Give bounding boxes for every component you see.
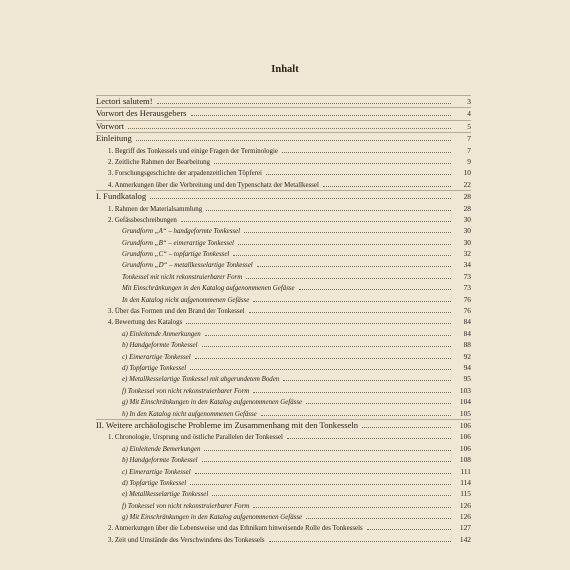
toc-entry-title: g) Mit Einschränkungen in den Katalog aufgenommenen Gefässe bbox=[122, 514, 303, 522]
toc-entry-page: 28 bbox=[463, 192, 471, 202]
toc-entry-title: b) Handgeformte Tonkessel bbox=[122, 457, 198, 465]
dot-leader bbox=[299, 289, 451, 290]
toc-entry[interactable] bbox=[96, 351, 471, 362]
dot-leader bbox=[283, 380, 451, 381]
toc-entry[interactable] bbox=[96, 145, 471, 156]
toc-entry-page: 142 bbox=[459, 534, 471, 544]
toc-entry-title: c) Eimerartige Tonkessel bbox=[122, 468, 191, 476]
toc-entry-title: Tonkessel mit nicht rekonstruierbarer Form bbox=[122, 273, 243, 281]
toc-entry[interactable] bbox=[96, 237, 471, 248]
dot-leader bbox=[282, 152, 451, 153]
dot-leader bbox=[287, 438, 451, 439]
toc-entry-title: Grundform „C“ – topfartige Tonkessel bbox=[122, 251, 230, 259]
toc-entry-title: 1. Chronologie, Ursprung und östliche Parallelen der Tonkessel bbox=[108, 434, 283, 442]
toc-entry-title: 3. Forschungsgeschichte der arpadenzeitlichen Töpferei bbox=[108, 170, 262, 178]
toc-entry-page: 7 bbox=[467, 134, 471, 144]
toc-entry[interactable] bbox=[96, 466, 471, 477]
dot-leader bbox=[257, 266, 451, 267]
toc-entry[interactable] bbox=[96, 225, 471, 236]
toc-entry[interactable] bbox=[96, 133, 471, 144]
toc-entry-page: 76 bbox=[463, 306, 471, 316]
dot-leader bbox=[191, 115, 451, 116]
toc-entry[interactable] bbox=[96, 191, 471, 202]
toc-entry[interactable] bbox=[96, 420, 471, 431]
dot-leader bbox=[202, 346, 451, 347]
toc-entry[interactable] bbox=[96, 248, 471, 259]
toc-entry-page: 106 bbox=[459, 432, 471, 442]
dot-leader bbox=[253, 301, 451, 302]
toc-entry[interactable] bbox=[96, 328, 471, 339]
dot-leader bbox=[186, 323, 451, 324]
toc-entry-title: 3. Zeit und Umstände des Verschwindens des Tonkessels bbox=[108, 536, 265, 544]
page-title: Inhalt bbox=[271, 64, 299, 75]
toc-entry[interactable] bbox=[96, 373, 471, 384]
toc-entry-page: 28 bbox=[463, 203, 471, 213]
toc-entry-page: 7 bbox=[467, 145, 471, 155]
toc-entry-title: 3. Über das Formen und den Brand der Tonkessel bbox=[108, 308, 245, 316]
dot-leader bbox=[253, 392, 451, 393]
toc-entry[interactable] bbox=[96, 203, 471, 214]
toc-entry[interactable] bbox=[96, 385, 471, 396]
toc-entry[interactable] bbox=[96, 477, 471, 488]
toc-entry[interactable] bbox=[96, 108, 471, 119]
toc-entry-title: c) Eimerartige Tonkessel bbox=[122, 353, 191, 361]
toc-entry-title: a) Einleitende Bemerkungen bbox=[122, 445, 201, 453]
toc-entry-title: b) Handgeformte Tonkessel bbox=[122, 342, 198, 350]
dot-leader bbox=[206, 210, 451, 211]
toc-entry[interactable] bbox=[96, 362, 471, 373]
toc-entry-page: 88 bbox=[463, 340, 471, 350]
dot-leader bbox=[246, 278, 451, 279]
dot-leader bbox=[190, 369, 451, 370]
toc-entry-title: 1. Begriff des Tonkessels und einige Fragen der Terminologie bbox=[108, 147, 278, 155]
dot-leader bbox=[367, 529, 451, 530]
dot-leader bbox=[233, 255, 451, 256]
dot-leader bbox=[202, 461, 451, 462]
toc-entry[interactable] bbox=[96, 316, 471, 327]
toc-entry-page: 114 bbox=[460, 477, 471, 487]
toc-entry-title: g) Mit Einschränkungen in den Katalog aufgenommenen Gefässe bbox=[122, 399, 303, 407]
dot-leader bbox=[261, 415, 451, 416]
dot-leader bbox=[128, 128, 451, 129]
toc-entry-title: d) Topfartige Tonkessel bbox=[122, 479, 187, 487]
toc-entry-page: 76 bbox=[463, 294, 471, 304]
dot-leader bbox=[253, 507, 451, 508]
toc-entry-title: Mit Einschränkungen in den Katalog aufgenommenen Gefässe bbox=[122, 285, 295, 293]
toc-entry-page: 106 bbox=[459, 443, 471, 453]
toc-entry[interactable] bbox=[96, 511, 471, 522]
toc-entry-title: Vorwort bbox=[96, 120, 125, 131]
toc-entry[interactable] bbox=[96, 339, 471, 350]
toc-entry-page: 104 bbox=[459, 397, 471, 407]
toc-entry[interactable] bbox=[96, 259, 471, 270]
toc-entry[interactable] bbox=[96, 396, 471, 407]
toc-entry-page: 126 bbox=[459, 512, 471, 522]
dot-leader bbox=[362, 427, 451, 428]
toc-entry-page: 32 bbox=[463, 249, 471, 259]
toc-entry-title: Grundform „A“ – handgeformte Tonkessel bbox=[122, 228, 241, 236]
toc-entry-title: a) Einleitende Anmerkungen bbox=[122, 330, 201, 338]
toc-entry-page: 4 bbox=[467, 109, 471, 119]
toc-entry-page: 126 bbox=[459, 500, 471, 510]
toc-entry-title: 2. Gefässbeschreibungen bbox=[108, 216, 177, 224]
toc-entry[interactable] bbox=[96, 179, 471, 190]
dot-leader bbox=[269, 541, 451, 542]
toc-entry-page: 94 bbox=[463, 362, 471, 372]
toc-entry-page: 105 bbox=[459, 408, 471, 418]
toc-entry-page: 115 bbox=[460, 489, 471, 499]
toc-entry-title: e) Metallkesselartige Tonkessel bbox=[122, 491, 209, 499]
toc-entry-page: 34 bbox=[463, 260, 471, 270]
dot-leader bbox=[306, 403, 451, 404]
toc-entry-page: 108 bbox=[459, 455, 471, 465]
toc-entry-title: I. Fundkatalog bbox=[96, 191, 147, 202]
toc-entry-page: 30 bbox=[463, 214, 471, 224]
toc-entry-title: 2. Anmerkungen über die Lebensweise und das Ethnikum hinweisende Rolle des Tonkessels bbox=[108, 525, 363, 533]
toc-entry-page: 84 bbox=[463, 328, 471, 338]
toc-entry-title: f) Tonkessel von nicht rekonstruierbarer Form bbox=[122, 387, 250, 395]
toc-entry-title: h) In den Katalog nicht aufgenommenen Gefässe bbox=[122, 410, 257, 418]
toc-entry-title: d) Topfartige Tonkessel bbox=[122, 364, 187, 372]
toc-entry[interactable] bbox=[96, 488, 471, 499]
toc-entry[interactable] bbox=[96, 443, 471, 454]
toc-entry-title: Einleitung bbox=[96, 133, 132, 144]
toc-entry-page: 103 bbox=[459, 385, 471, 395]
toc-entry[interactable] bbox=[96, 294, 471, 305]
toc-entry[interactable] bbox=[96, 305, 471, 316]
toc-entry[interactable] bbox=[96, 534, 471, 545]
toc-entry-page: 73 bbox=[463, 271, 471, 281]
toc-entry[interactable] bbox=[96, 156, 471, 167]
toc-entry[interactable] bbox=[96, 271, 471, 282]
toc-entry-title: 4. Anmerkungen über die Verbreitung und den Typenschatz der Metallkessel bbox=[108, 181, 319, 189]
toc-entry-page: 127 bbox=[459, 523, 471, 533]
dot-leader bbox=[204, 450, 451, 451]
dot-leader bbox=[214, 163, 451, 164]
toc-entry-page: 111 bbox=[460, 466, 471, 476]
dot-leader bbox=[323, 186, 451, 187]
dot-leader bbox=[238, 244, 451, 245]
dot-leader bbox=[150, 198, 451, 199]
toc-entry[interactable] bbox=[96, 431, 471, 442]
dot-leader bbox=[249, 312, 451, 313]
toc-entry-title: 1. Rahmen der Materialsammlung bbox=[108, 205, 203, 213]
table-of-contents bbox=[96, 95, 471, 545]
toc-entry-page: 95 bbox=[463, 374, 471, 384]
toc-entry-title: 2. Zeitliche Rahmen der Bearbeitung bbox=[108, 158, 210, 166]
toc-entry-title: 4. Bewertung des Katalogs bbox=[108, 319, 183, 327]
dot-leader bbox=[136, 140, 451, 141]
toc-entry-page: 9 bbox=[467, 156, 471, 166]
toc-entry-page: 106 bbox=[459, 420, 471, 430]
toc-entry[interactable] bbox=[96, 214, 471, 225]
dot-leader bbox=[195, 358, 451, 359]
dot-leader bbox=[306, 518, 451, 519]
toc-entry[interactable] bbox=[96, 121, 471, 132]
toc-entry-title: e) Metallkesselartige Tonkessel mit abgerundetem Boden bbox=[122, 376, 280, 384]
toc-entry-title: Vorwort des Herausgebers bbox=[96, 108, 187, 119]
toc-entry-title: Lectori salutem! bbox=[96, 96, 153, 106]
toc-entry[interactable] bbox=[96, 454, 471, 465]
toc-entry[interactable] bbox=[96, 500, 471, 511]
toc-entry[interactable] bbox=[96, 408, 471, 419]
toc-entry-page: 30 bbox=[463, 226, 471, 236]
dot-leader bbox=[195, 473, 451, 474]
toc-entry-page: 5 bbox=[467, 121, 471, 131]
toc-entry-title: f) Tonkessel von nicht rekonstruierbarer Form bbox=[122, 502, 250, 510]
toc-entry-title: Grundform „B“ – eimerartige Tonkessel bbox=[122, 239, 234, 247]
dot-leader bbox=[205, 335, 451, 336]
dot-leader bbox=[157, 103, 451, 104]
toc-entry-page: 73 bbox=[463, 283, 471, 293]
dot-leader bbox=[212, 495, 451, 496]
dot-leader bbox=[190, 484, 451, 485]
toc-entry-page: 22 bbox=[463, 179, 471, 189]
toc-entry-title: II. Weitere archäologische Probleme im Zusammenhang mit den Tonkesseln bbox=[96, 419, 359, 430]
toc-entry-page: 3 bbox=[467, 97, 471, 106]
toc-entry-page: 84 bbox=[463, 317, 471, 327]
dot-leader bbox=[266, 174, 451, 175]
toc-entry-title: Grundform „D“ – metallkesselartige Tonkessel bbox=[122, 262, 253, 270]
dot-leader bbox=[181, 221, 451, 222]
toc-entry[interactable] bbox=[96, 96, 471, 107]
dot-leader bbox=[244, 232, 451, 233]
toc-entry[interactable] bbox=[96, 282, 471, 293]
toc-entry-page: 92 bbox=[463, 351, 471, 361]
toc-entry-title: In den Katalog nicht aufgenommenen Gefässe bbox=[122, 296, 250, 304]
toc-entry[interactable] bbox=[96, 522, 471, 533]
toc-entry-page: 10 bbox=[463, 168, 471, 178]
toc-entry[interactable] bbox=[96, 167, 471, 178]
toc-entry-page: 30 bbox=[463, 237, 471, 247]
